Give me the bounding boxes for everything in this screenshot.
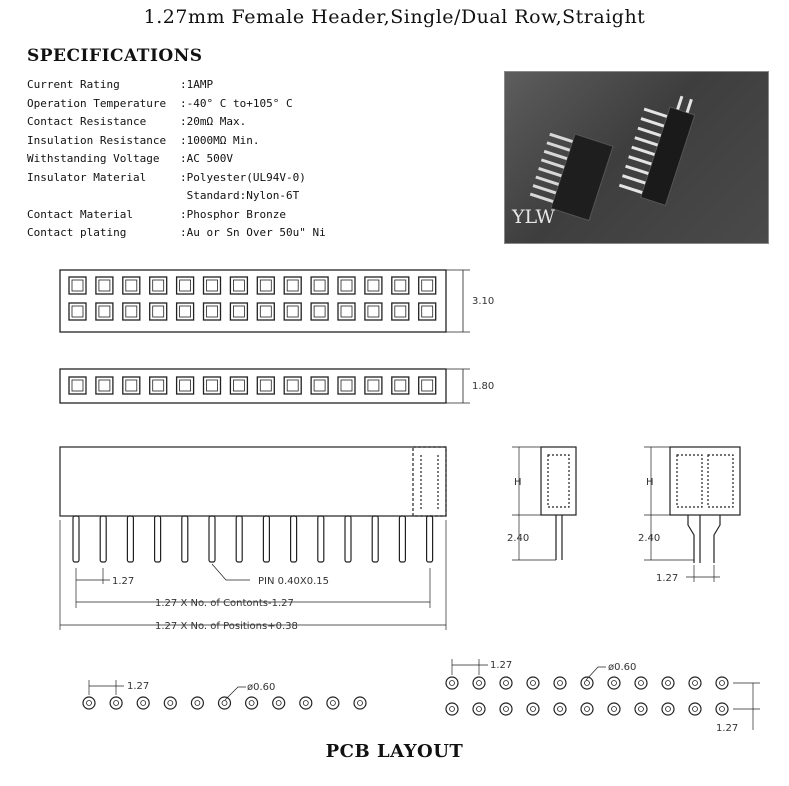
contact-hole (368, 306, 379, 317)
contact-cell (257, 303, 274, 320)
contact-hole (180, 380, 191, 391)
pcb-hole (639, 707, 644, 712)
pcb-pad (191, 697, 203, 709)
contact-cell (150, 277, 167, 294)
single-height-dim: 1.80 (472, 381, 495, 392)
pin (100, 516, 106, 562)
contact-hole (99, 306, 110, 317)
pcb-hole (330, 701, 335, 706)
pcb-hole (693, 681, 698, 686)
contact-cell (204, 277, 221, 294)
contact-hole (207, 280, 218, 291)
contact-cell (230, 377, 247, 394)
contact-hole (314, 306, 325, 317)
h-dim-single: H (514, 477, 522, 488)
contact-cell (338, 303, 355, 320)
pin (73, 516, 79, 562)
contact-cell (96, 377, 113, 394)
contact-cell (338, 377, 355, 394)
pcb-hole (358, 701, 363, 706)
contact-hole (341, 306, 352, 317)
pcb-hole (249, 701, 254, 706)
contact-cell (230, 277, 247, 294)
pcb-hole (531, 681, 536, 686)
pcb-pad (635, 677, 647, 689)
pcb-pad (137, 697, 149, 709)
spec-label: Operation Temperature (27, 96, 167, 110)
contact-cell (365, 377, 382, 394)
page-title: 1.27mm Female Header,Single/Dual Row,Straight (143, 6, 646, 28)
pcb-hole (477, 681, 482, 686)
pcb-hole (693, 707, 698, 712)
contact-hole (207, 380, 218, 391)
pcb-hole (531, 707, 536, 712)
dual-height-dim: 3.10 (472, 296, 495, 307)
spec-label: Contact Material (27, 207, 133, 221)
contact-cell (69, 377, 86, 394)
pcb-pad (273, 697, 285, 709)
pcb-pad (446, 703, 458, 715)
positions-length-dim: 1.27 X No. of Positions+0.38 (155, 621, 298, 632)
pcb-hole (666, 681, 671, 686)
contact-cell (230, 303, 247, 320)
h-dim-dual: H (646, 477, 654, 488)
contact-cell (204, 303, 221, 320)
contact-hole (180, 280, 191, 291)
contact-hole (233, 306, 244, 317)
spec-value: :Polyester(UL94V-0) (180, 170, 306, 184)
spec-label: Contact Resistance (27, 115, 147, 128)
contact-hole (422, 306, 433, 317)
contact-cell (177, 377, 194, 394)
spec-label: Current Rating (27, 78, 120, 91)
contact-cell (123, 277, 140, 294)
spec-label: Withstanding Voltage (27, 152, 160, 165)
spec-label: Contact plating (27, 226, 127, 239)
contact-cell (311, 277, 328, 294)
pin (209, 516, 215, 562)
contact-cell (257, 277, 274, 294)
contact-hole (395, 280, 406, 291)
spec-value: :20mΩ Max. (180, 115, 247, 128)
pcb-hole (87, 701, 92, 706)
pcb-hole (450, 681, 455, 686)
pcb-layout-label: PCB LAYOUT (325, 741, 464, 762)
pcb-pad (554, 703, 566, 715)
contact-hole (207, 306, 218, 317)
pcb-pad (662, 703, 674, 715)
pitch-dim-pcb-dual: 1.27 (490, 660, 513, 671)
pcb-pad (446, 677, 458, 689)
pcb-pad (110, 697, 122, 709)
pin (399, 516, 405, 562)
spec-value: :Phosphor Bronze (180, 207, 286, 221)
contact-hole (260, 280, 271, 291)
pcb-hole (222, 701, 227, 706)
contact-hole (153, 380, 164, 391)
contact-cell (311, 377, 328, 394)
pcb-hole (195, 701, 200, 706)
contact-hole (422, 280, 433, 291)
contact-cell (419, 277, 436, 294)
pcb-hole (276, 701, 281, 706)
contact-cell (69, 303, 86, 320)
pcb-hole (612, 707, 617, 712)
pin (427, 516, 433, 562)
contact-cell (69, 277, 86, 294)
hole-dim-pcb-single: ø0.60 (247, 682, 276, 693)
pcb-pad (527, 677, 539, 689)
contact-cell (392, 377, 409, 394)
pin (318, 516, 324, 562)
pcb-pad (527, 703, 539, 715)
tail-dim-single: 2.40 (507, 533, 530, 544)
spec-label: Insulation Resistance (27, 133, 167, 147)
spec-value: :AC 500V (180, 152, 233, 165)
contact-hole (72, 380, 83, 391)
contact-cell (311, 303, 328, 320)
pin (372, 516, 378, 562)
contact-hole (126, 280, 137, 291)
contact-hole (368, 280, 379, 291)
contact-hole (368, 380, 379, 391)
pcb-pad (327, 697, 339, 709)
pcb-pad (83, 697, 95, 709)
pin (155, 516, 161, 562)
pcb-hole (558, 681, 563, 686)
contact-hole (233, 280, 244, 291)
contact-cell (150, 377, 167, 394)
contact-hole (99, 380, 110, 391)
pcb-hole (303, 701, 308, 706)
pcb-hole (720, 681, 725, 686)
contact-hole (287, 380, 298, 391)
contact-cell (419, 303, 436, 320)
specifications-heading: SPECIFICATIONS (27, 46, 203, 66)
tail-dim-dual: 2.40 (638, 533, 661, 544)
contact-hole (341, 380, 352, 391)
contact-hole (395, 380, 406, 391)
pcb-pad (473, 677, 485, 689)
contact-hole (314, 280, 325, 291)
pcb-hole (585, 707, 590, 712)
pcb-pad (608, 703, 620, 715)
spec-value: :1000MΩ Min. (180, 133, 260, 147)
spec-label: Insulator Material (27, 170, 147, 184)
pcb-pad (689, 677, 701, 689)
pcb-hole (639, 681, 644, 686)
contact-hole (341, 280, 352, 291)
dual-row-top-view (60, 270, 470, 332)
pcb-pad (300, 697, 312, 709)
pcb-pad (354, 697, 366, 709)
pcb-pad (246, 697, 258, 709)
contact-cell (338, 277, 355, 294)
pcb-pad (581, 703, 593, 715)
spec-value: Standard:Nylon-6T (180, 189, 300, 202)
contact-hole (126, 380, 137, 391)
pin (127, 516, 133, 562)
pcb-hole (558, 707, 563, 712)
pcb-hole (585, 681, 590, 686)
contact-hole (126, 306, 137, 317)
contact-cell (123, 377, 140, 394)
pcb-pad (716, 677, 728, 689)
contact-hole (395, 306, 406, 317)
contact-cell (284, 303, 301, 320)
pcb-pad (473, 703, 485, 715)
contact-hole (260, 306, 271, 317)
contact-cell (284, 277, 301, 294)
contact-hole (314, 380, 325, 391)
pcb-hole (666, 707, 671, 712)
pcb-pad (219, 697, 231, 709)
contact-hole (72, 280, 83, 291)
row-pitch-dim-pcb-dual: 1.27 (716, 723, 739, 734)
pitch-dim-pcb-single: 1.27 (127, 681, 150, 692)
contact-cell (392, 303, 409, 320)
pcb-pad (500, 703, 512, 715)
contact-hole (153, 280, 164, 291)
contact-hole (153, 306, 164, 317)
dual-row-section (644, 447, 740, 582)
contact-cell (177, 303, 194, 320)
pcb-pad (635, 703, 647, 715)
contact-cell (150, 303, 167, 320)
pcb-hole (504, 681, 509, 686)
pcb-hole (168, 701, 173, 706)
pitch-dim-dual-section: 1.27 (656, 573, 679, 584)
pcb-hole (612, 681, 617, 686)
contact-cell (392, 277, 409, 294)
contact-cell (365, 277, 382, 294)
pcb-hole (450, 707, 455, 712)
contact-hole (287, 280, 298, 291)
pcb-pad (608, 677, 620, 689)
pitch-dim-side: 1.27 (112, 576, 135, 587)
contact-hole (99, 280, 110, 291)
hole-dim-pcb-dual: ø0.60 (608, 662, 637, 673)
contact-cell (123, 303, 140, 320)
photo-watermark: YLW (512, 206, 556, 228)
contact-cell (96, 277, 113, 294)
contact-cell (365, 303, 382, 320)
pcb-pad (716, 703, 728, 715)
pin (263, 516, 269, 562)
pin (291, 516, 297, 562)
contact-cell (257, 377, 274, 394)
contact-hole (180, 306, 191, 317)
spec-value: :Au or Sn Over 50u" Ni (180, 226, 326, 239)
pcb-pad (554, 677, 566, 689)
contact-cell (204, 377, 221, 394)
spec-value: :-40° C to+105° C (180, 96, 293, 110)
contact-cell (96, 303, 113, 320)
pin-size-dim: PIN 0.40X0.15 (258, 576, 330, 587)
pcb-pad (164, 697, 176, 709)
pin (236, 516, 242, 562)
pcb-pad (662, 677, 674, 689)
contact-cell (419, 377, 436, 394)
pcb-pad (500, 677, 512, 689)
pcb-hole (504, 707, 509, 712)
contact-hole (233, 380, 244, 391)
contact-hole (72, 306, 83, 317)
pcb-hole (141, 701, 146, 706)
pin (345, 516, 351, 562)
contact-hole (260, 380, 271, 391)
spec-value: :1AMP (180, 78, 214, 91)
pcb-pad (689, 703, 701, 715)
pcb-single-row (83, 680, 366, 709)
pcb-hole (477, 707, 482, 712)
contact-hole (422, 380, 433, 391)
contact-hole (287, 306, 298, 317)
pcb-hole (114, 701, 119, 706)
pcb-hole (720, 707, 725, 712)
contact-cell (177, 277, 194, 294)
single-row-top-view (60, 369, 470, 403)
contact-cell (284, 377, 301, 394)
pin (182, 516, 188, 562)
contents-length-dim: 1.27 X No. of Contonts-1.27 (155, 598, 294, 609)
